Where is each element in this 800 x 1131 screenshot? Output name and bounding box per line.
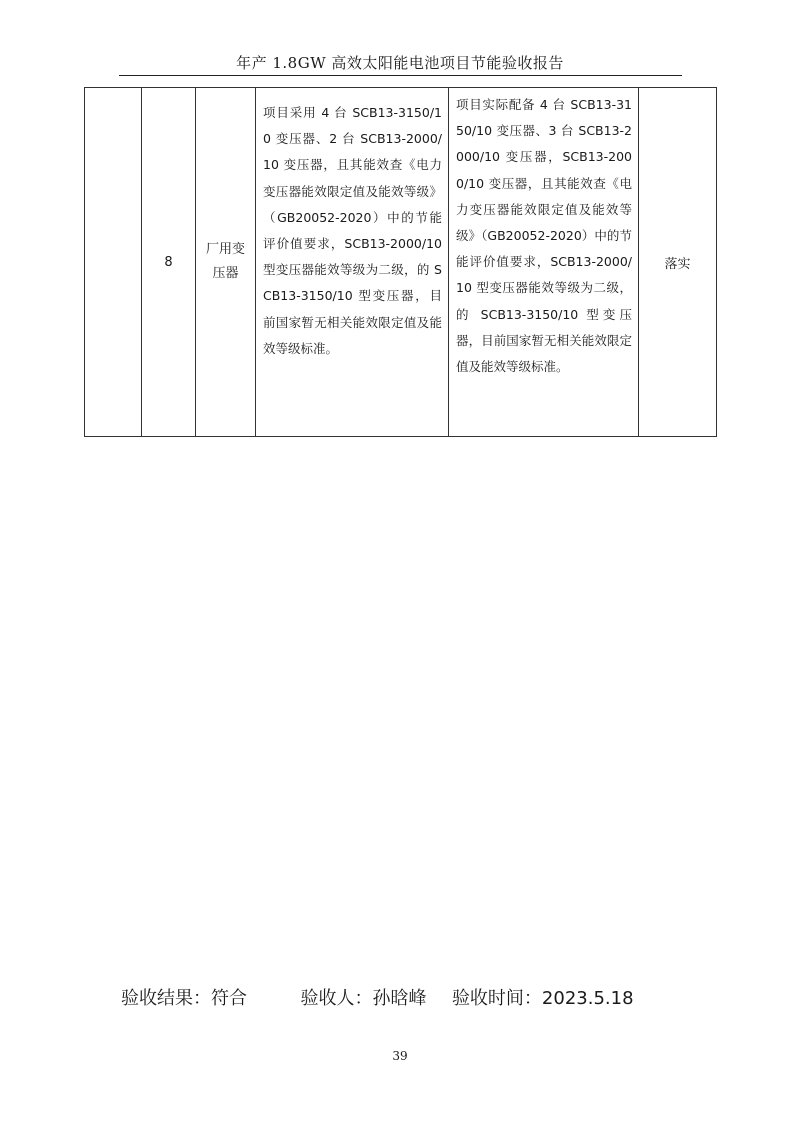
category-cell [85,88,142,437]
acceptance-result: 验收结果：符合 [121,988,247,1009]
item-name-line-1: 厂用变 [205,242,245,257]
actual-implementation-cell: 项目实际配备 4 台 SCB13-3150/10 变压器、3 台 SCB13-2000/10 变压器，SCB13-2000/10 变压器，且其能效查《电力变压器能效限定值及能效等级》（GB20052-2020）中的节能评价值要求，SCB13-2000/10 型变压器能效等级为二级，的 SCB13-3150/10 型变压器，目前国家暂无相关能效限定值及能效等级标准。 [449,88,639,437]
acceptance-table [84,87,717,437]
page-number: 39 [392,1049,408,1063]
implementation-status-cell: 落实 [639,88,717,437]
design-requirement-cell: 项目采用 4 台 SCB13-3150/10 变压器、2 台 SCB13-2000/10 变压器，且其能效查《电力变压器能效限定值及能效等级》（GB20052-2020）中的节能评价值要求，SCB13-2000/10 型变压器能效等级为二级，的 SCB13-3150/10 型变压器，目前国家暂无相关能效限定值及能效等级标准。 [256,88,449,437]
item-name-cell [196,88,256,437]
item-name-line-2: 压器 [212,266,239,281]
header-divider [119,75,682,76]
page-header-title: 年产 1.8GW 高效太阳能电池项目节能验收报告 [236,54,564,72]
table-row [85,88,717,437]
acceptance-summary [121,984,634,1010]
sequence-number-cell: 8 [142,88,196,437]
acceptance-date: 验收时间：2023.5.18 [451,988,634,1009]
acceptance-inspector: 验收人：孙晗峰 [300,988,427,1009]
